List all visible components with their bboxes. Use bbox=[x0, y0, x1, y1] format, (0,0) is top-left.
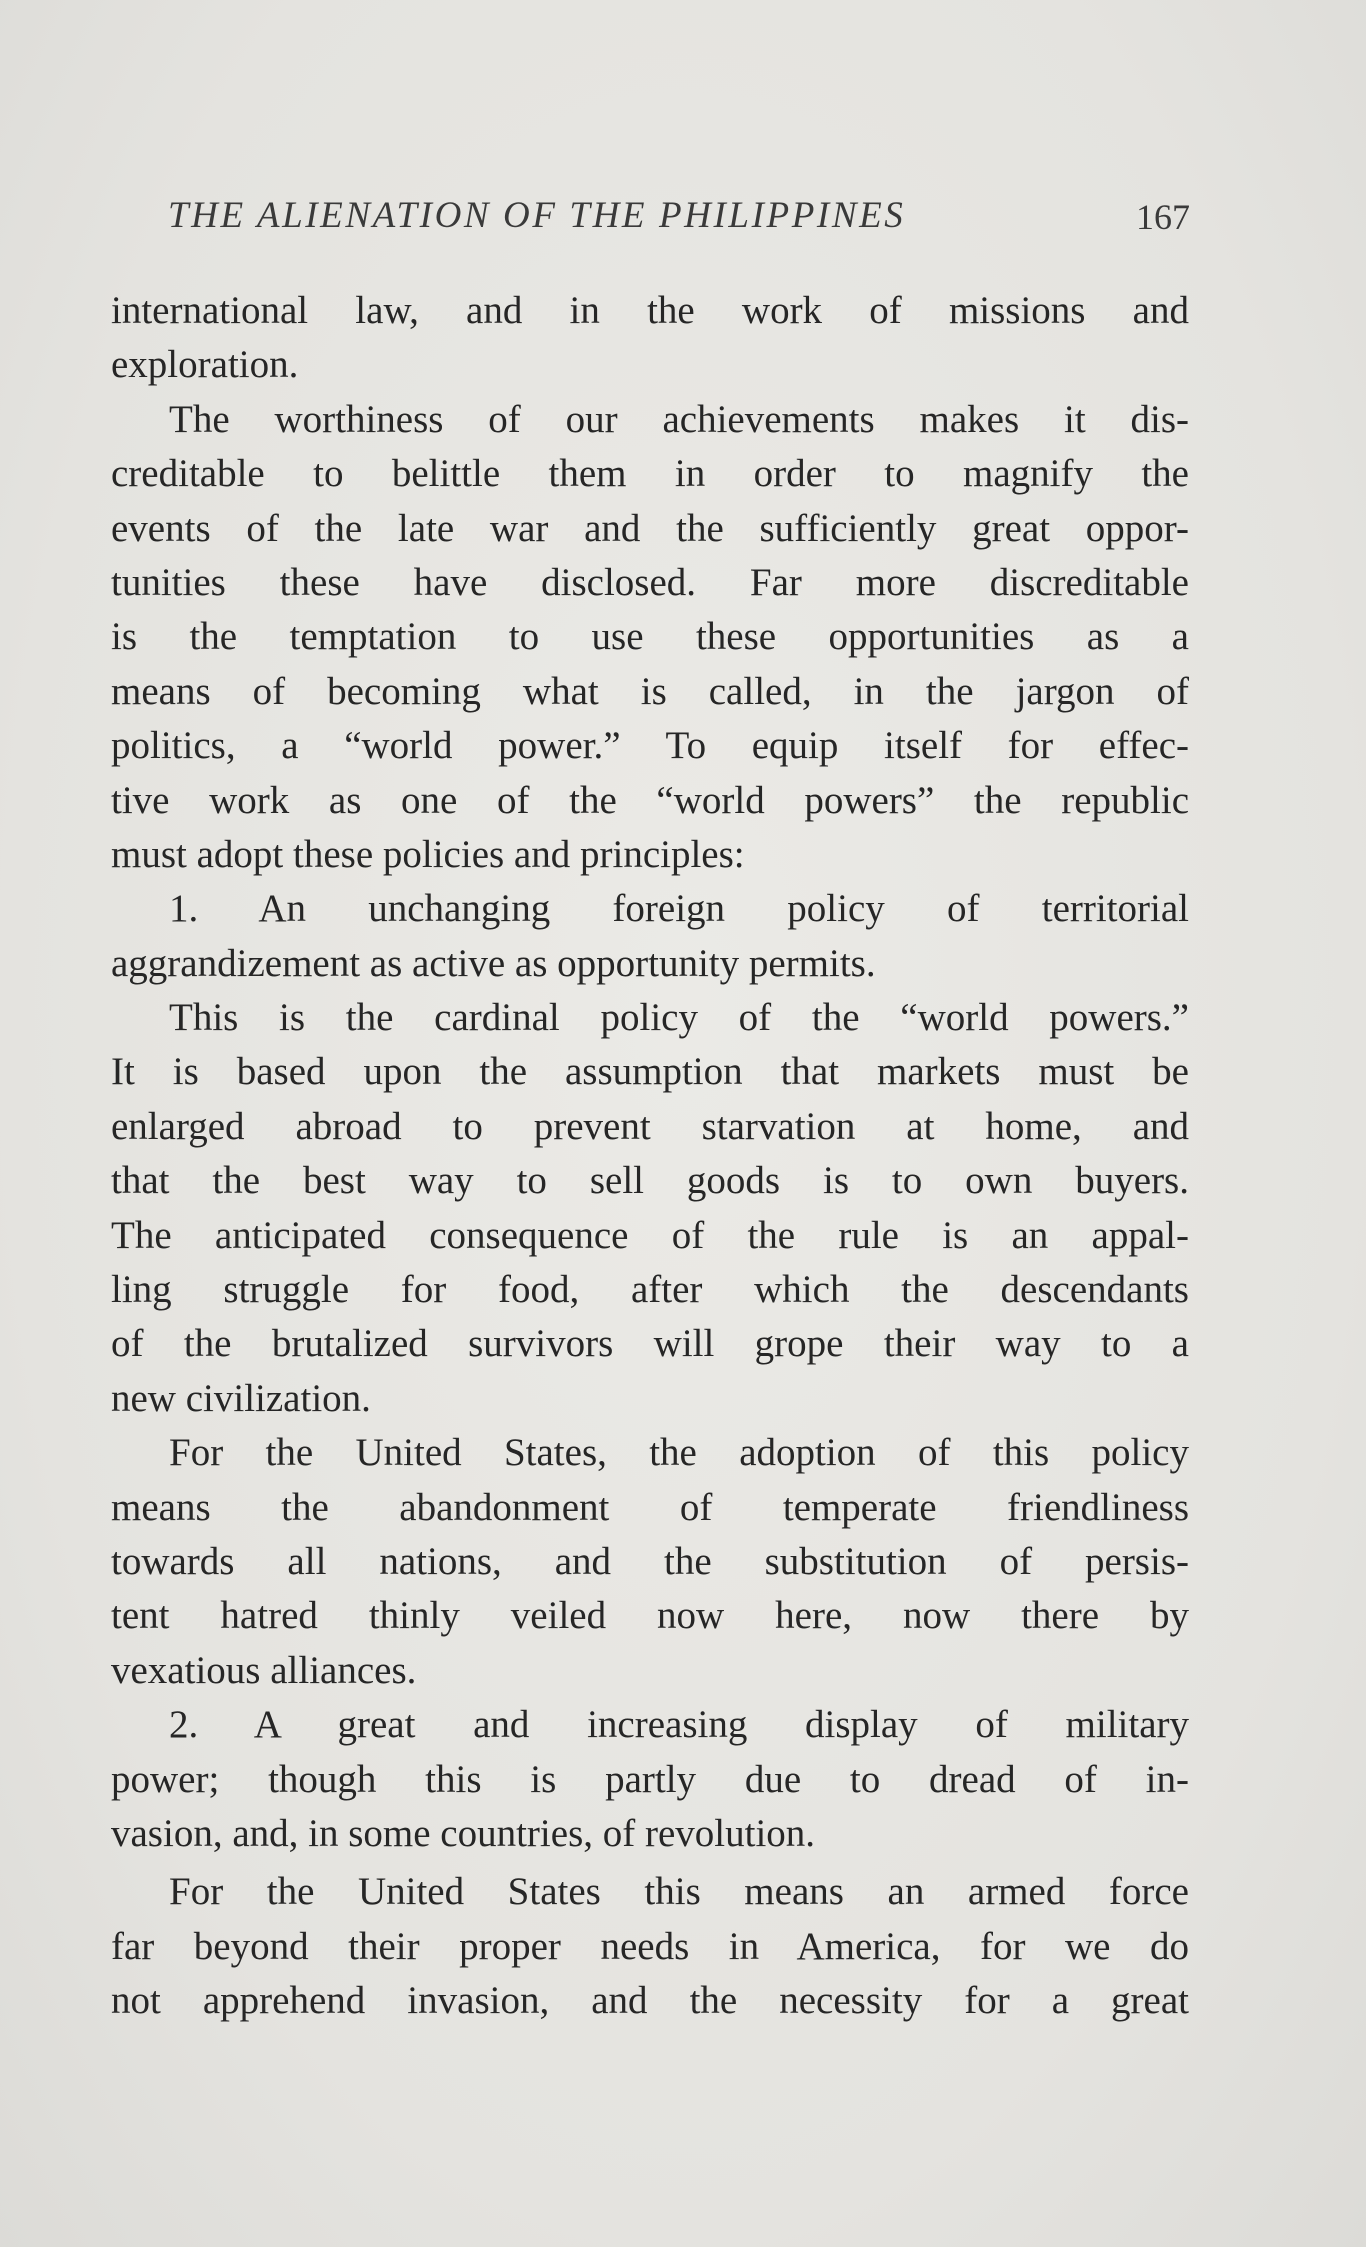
text-line: exploration. bbox=[111, 343, 299, 387]
text-line: not apprehend invasion, and the necessity for a great bbox=[111, 1979, 1189, 2023]
body-text bbox=[111, 284, 1189, 2029]
text-line: tent hatred thinly veiled now here, now there by bbox=[111, 1594, 1189, 1638]
text-line: For the United States, the adoption of this policy bbox=[169, 1431, 1189, 1475]
text-line: that the best way to sell goods is to own buyers. bbox=[111, 1159, 1189, 1203]
text-line: must adopt these policies and principles: bbox=[111, 832, 745, 876]
text-line: is the temptation to use these opportunities as a bbox=[111, 615, 1189, 659]
text-line: This is the cardinal policy of the “world powers.” bbox=[169, 996, 1189, 1040]
text-line: The worthiness of our achievements makes it dis- bbox=[169, 397, 1189, 441]
text-line: international law, and in the work of missions and bbox=[111, 289, 1189, 332]
text-line: vasion, and, in some countries, of revolution. bbox=[111, 1811, 816, 1855]
text-line: It is based upon the assumption that markets must be bbox=[111, 1050, 1189, 1094]
text-line: The anticipated consequence of the rule is an appal- bbox=[111, 1213, 1189, 1257]
text-line: 1. An unchanging foreign policy of territorial bbox=[169, 887, 1189, 931]
text-line: power; though this is partly due to dread of in- bbox=[111, 1757, 1189, 1801]
page-header bbox=[168, 194, 1190, 250]
text-line: For the United States this means an armed force bbox=[169, 1870, 1189, 1914]
page-number: 167 bbox=[1136, 197, 1190, 237]
text-line: towards all nations, and the substitution of persis- bbox=[111, 1539, 1189, 1583]
text-line: tunities these have disclosed. Far more discreditable bbox=[111, 560, 1189, 604]
text-line: vexatious alliances. bbox=[111, 1648, 417, 1692]
text-line: creditable to belittle them in order to magnify the bbox=[111, 452, 1189, 496]
text-line: means of becoming what is called, in the jargon of bbox=[111, 669, 1189, 713]
text-line: new civilization. bbox=[111, 1376, 371, 1420]
text-line: far beyond their proper needs in America, for we do bbox=[111, 1924, 1189, 1968]
text-line: ling struggle for food, after which the descendants bbox=[111, 1268, 1189, 1312]
text-line: enlarged abroad to prevent starvation at home, and bbox=[111, 1104, 1189, 1148]
text-line: tive work as one of the “world powers” the republic bbox=[111, 778, 1189, 822]
text-line: events of the late war and the sufficiently great oppor- bbox=[111, 506, 1189, 550]
text-line: means the abandonment of temperate friendliness bbox=[111, 1485, 1189, 1529]
text-line: of the brutalized survivors will grope their way to a bbox=[111, 1322, 1189, 1366]
text-line: 2. A great and increasing display of military bbox=[169, 1703, 1189, 1747]
text-line: aggrandizement as active as opportunity permits. bbox=[111, 941, 876, 985]
running-head: THE ALIENATION OF THE PHILIPPINES bbox=[168, 195, 906, 236]
text-line: politics, a “world power.” To equip itself for effec- bbox=[111, 724, 1189, 768]
